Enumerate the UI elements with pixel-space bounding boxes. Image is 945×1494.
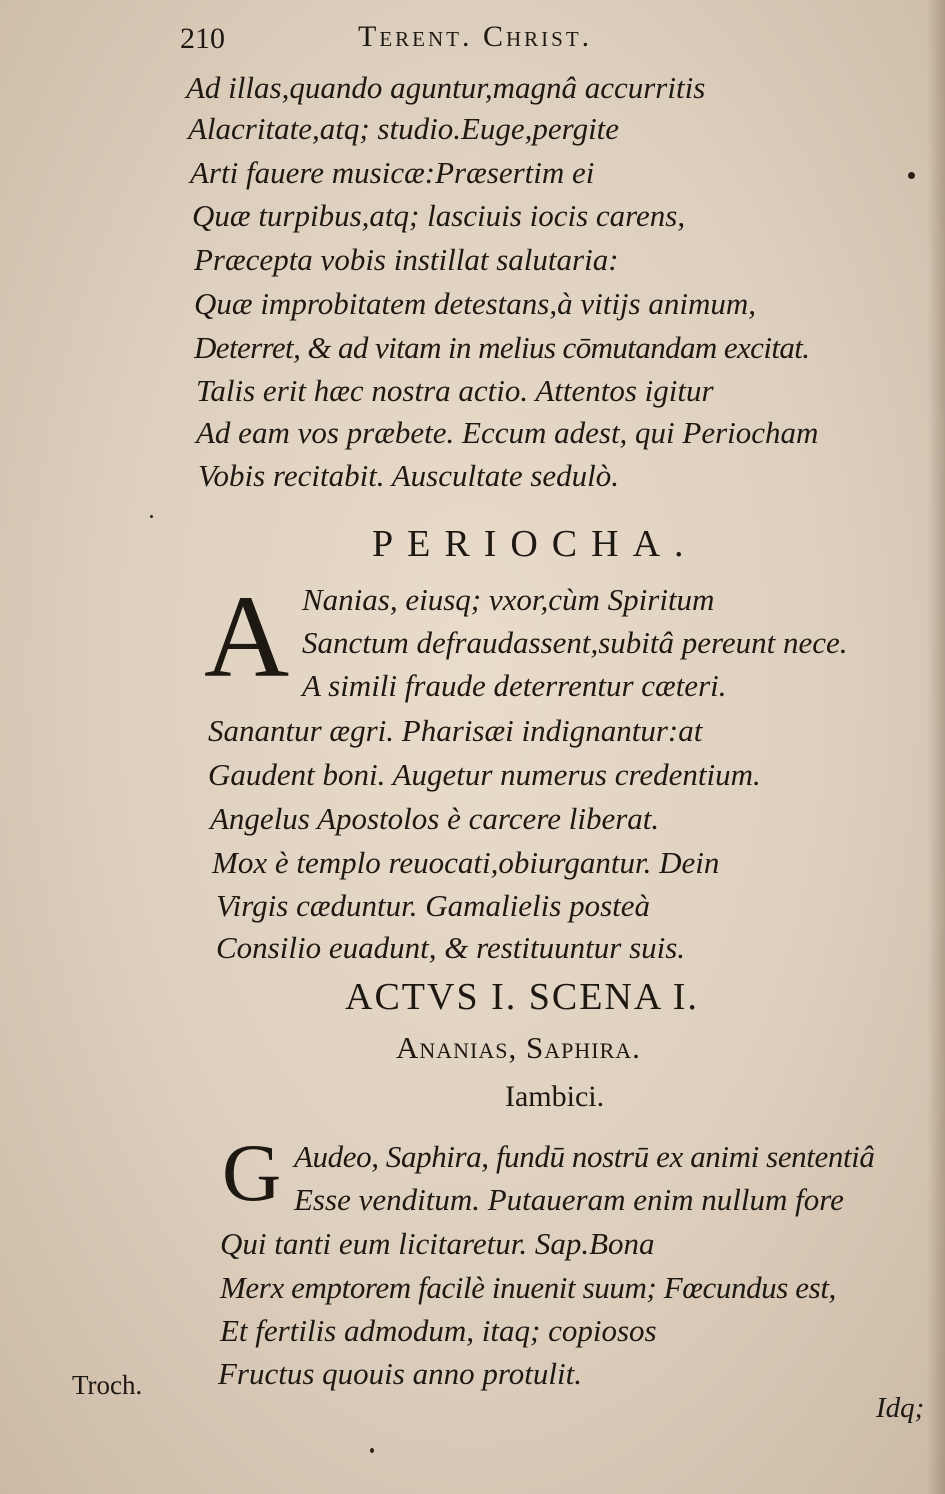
- prologue-line: Quæ improbitatem detestans,à vitijs animum,: [194, 286, 756, 321]
- periocha-line: Mox è templo reuocati,obiurgantur. Dein: [212, 845, 720, 880]
- scene-line: Et fertilis admodum, itaq; copiosos: [220, 1313, 657, 1348]
- periocha-line: Angelus Apostolos è carcere liberat.: [210, 801, 660, 836]
- prologue-line: Ad eam vos præbete. Eccum adest, qui Periocham: [196, 415, 819, 450]
- margin-note: Troch.: [72, 1370, 143, 1400]
- periocha-line: Gaudent boni. Augetur numerus credentium.: [208, 757, 761, 792]
- act-scene-heading: ACTVS I. SCENA I.: [345, 976, 699, 1018]
- prologue-line: Vobis recitabit. Auscultate sedulò.: [198, 458, 620, 493]
- ink-speck: [908, 172, 915, 179]
- periocha-title: PERIOCHA.: [372, 523, 698, 565]
- periocha-line: A simili fraude deterrentur cæteri.: [302, 668, 727, 703]
- ink-speck: [150, 515, 153, 518]
- prologue-line: Præcepta vobis instillat salutaria:: [194, 242, 619, 277]
- prologue-line: Arti fauere musicæ:Præsertim ei: [190, 155, 595, 190]
- prologue-line: Talis erit hæc nostra actio. Attentos igitur: [196, 373, 714, 408]
- periocha-line: Nanias, eiusq; vxor,cùm Spiritum: [302, 582, 715, 617]
- scene-line: Esse venditum. Putaueram enim nullum fore: [294, 1182, 844, 1217]
- periocha-line: Consilio euadunt, & restituuntur suis.: [216, 930, 686, 965]
- meter-label: Iambici.: [505, 1080, 605, 1113]
- page-header: [180, 18, 780, 62]
- scene-line: Fructus quouis anno protulit.: [218, 1356, 582, 1391]
- scene-line: Qui tanti eum licitaretur. Sap.Bona: [220, 1226, 655, 1261]
- ink-speck: [370, 1448, 374, 1453]
- speakers-heading: Ananias, Saphira.: [396, 1030, 641, 1065]
- periocha-line: Virgis cæduntur. Gamalielis posteà: [216, 888, 650, 923]
- periocha-drop-cap: A: [204, 571, 290, 702]
- scene-drop-cap: G: [222, 1127, 282, 1218]
- page-edge-shadow: [927, 0, 945, 1494]
- catchword: Idq;: [876, 1392, 925, 1424]
- scene-line: Audeo, Saphira, fundū nostrū ex animi sententiâ: [294, 1139, 875, 1174]
- scene-line: Merx emptorem facilè inuenit suum; Fœcundus est,: [220, 1270, 836, 1305]
- prologue-line: Deterret, & ad vitam in melius cōmutandam excitat.: [194, 330, 810, 365]
- prologue-line: Alacritate,atq; studio.Euge,pergite: [188, 111, 620, 146]
- periocha-line: Sanctum defraudassent,subitâ pereunt nece.: [302, 625, 848, 660]
- periocha-line: Sanantur ægri. Pharisæi indignantur:at: [208, 713, 703, 748]
- page-number: 210: [180, 22, 225, 55]
- prologue-line: Ad illas,quando aguntur,magnâ accurritis: [186, 70, 706, 105]
- prologue-line: Quæ turpibus,atq; lasciuis iocis carens,: [192, 198, 686, 233]
- running-head: Terent. Christ.: [358, 20, 593, 53]
